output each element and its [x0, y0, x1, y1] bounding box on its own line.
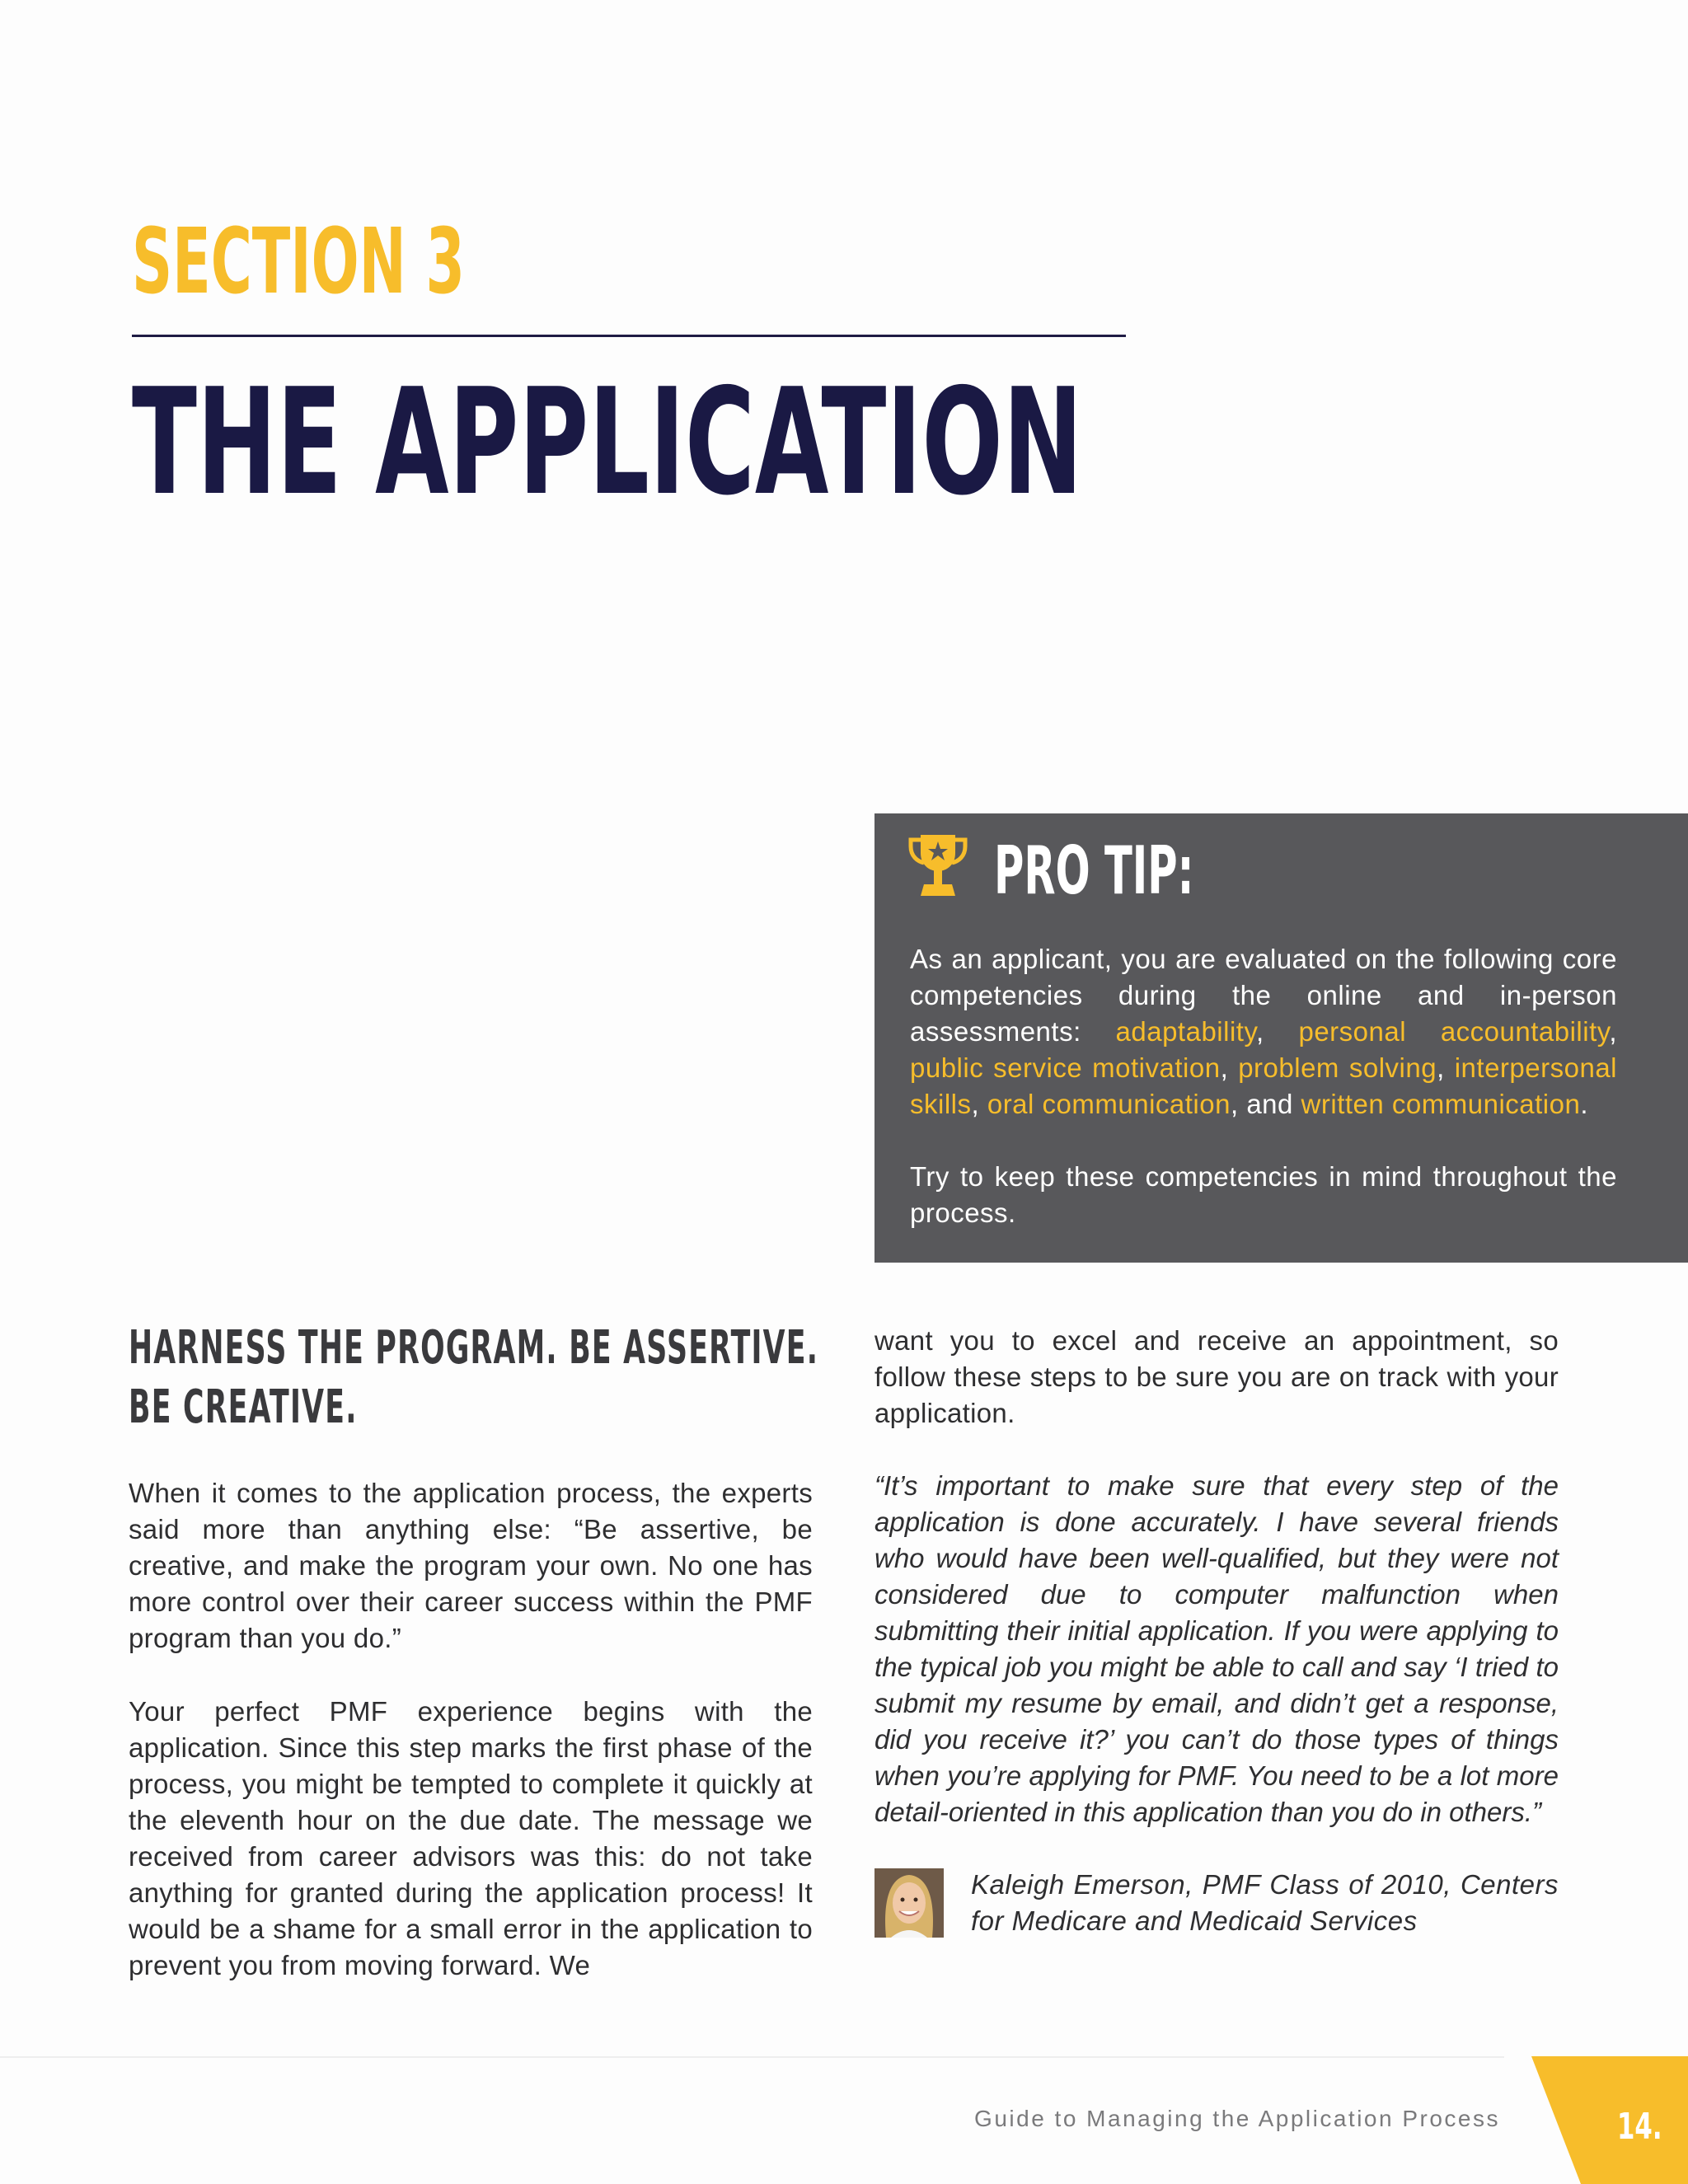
pro-tip-box	[874, 813, 1688, 1263]
avatar	[874, 1868, 944, 1938]
page-number-tab	[1531, 2056, 1688, 2184]
pro-tip-text: As an applicant, you are evaluated on the following core competencies during the online and in-person assessments: adaptability, personal accountability, public service motivation, problem solving, interpersonal skills, oral communication, and written communication.	[910, 944, 1617, 1119]
competency: oral communication	[987, 1089, 1231, 1119]
title-divider	[132, 335, 1126, 337]
testimonial-quote: “It’s important to make sure that every step of the application is done accurately. I have several friends who would have been well-qualified, but they were not considered due to computer malfunction when submitting their initial application. If you were applying to the typical job you might be able to call and say ‘I tried to submit my resume by email, and didn’t get a response, did you receive it?’ you can’t do those types of things when you’re applying for PMF. You need to be a lot more detail-oriented in this application than you do in others.”	[874, 1470, 1559, 1827]
subheading-line: HARNESS THE PROGRAM. BE ASSERTIVE.	[129, 1321, 819, 1375]
competency: problem solving	[1238, 1052, 1437, 1083]
pro-tip-note: Try to keep these competencies in mind throughout the process.	[910, 1161, 1617, 1228]
testimonial-attribution: Kaleigh Emerson, PMF Class of 2010, Centers for Medicare and Medicaid Services	[971, 1869, 1559, 1936]
trophy-icon	[907, 832, 968, 901]
competency: adaptability	[1115, 1016, 1257, 1047]
competency: personal accountability	[1298, 1016, 1610, 1047]
pro-tip-intro: As an applicant, you are evaluated on the following core competencies during the online and in-person assessments:	[910, 944, 1617, 1047]
page-number: 14.	[1617, 2106, 1662, 2148]
section-subheading	[129, 1319, 870, 1437]
page-title: THE APPLICATION	[132, 357, 1083, 527]
footer-divider	[0, 2056, 1504, 2058]
subheading-line: BE CREATIVE.	[129, 1380, 358, 1434]
body-paragraph: Your perfect PMF experience begins with the application. Since this step marks the first phase of the process, you might be tempted to complete it quickly at the eleventh hour on the due date. The message we received from career advisors was this: do not take anything for granted during the application process! It would be a shame for a small error in the application to prevent you from moving forward. We	[129, 1696, 813, 1980]
body-paragraph: When it comes to the application process, the experts said more than anything else: “Be assertive, be creative, and make the program your own. No one has more control over their career success within the PMF program than you do.”	[129, 1478, 813, 1653]
pro-tip-heading: PRO TIP:	[994, 832, 1194, 909]
footer-guide-title: Guide to Managing the Application Process	[974, 2106, 1500, 2131]
section-label: SECTION 3	[132, 209, 465, 314]
competency: written communication	[1301, 1089, 1581, 1119]
body-paragraph: want you to excel and receive an appointment, so follow these steps to be sure you are on track with your application.	[874, 1325, 1559, 1428]
competency: public service motivation	[910, 1052, 1221, 1083]
and-word: and	[1246, 1089, 1293, 1119]
competency: interpersonal skills	[910, 1052, 1617, 1119]
